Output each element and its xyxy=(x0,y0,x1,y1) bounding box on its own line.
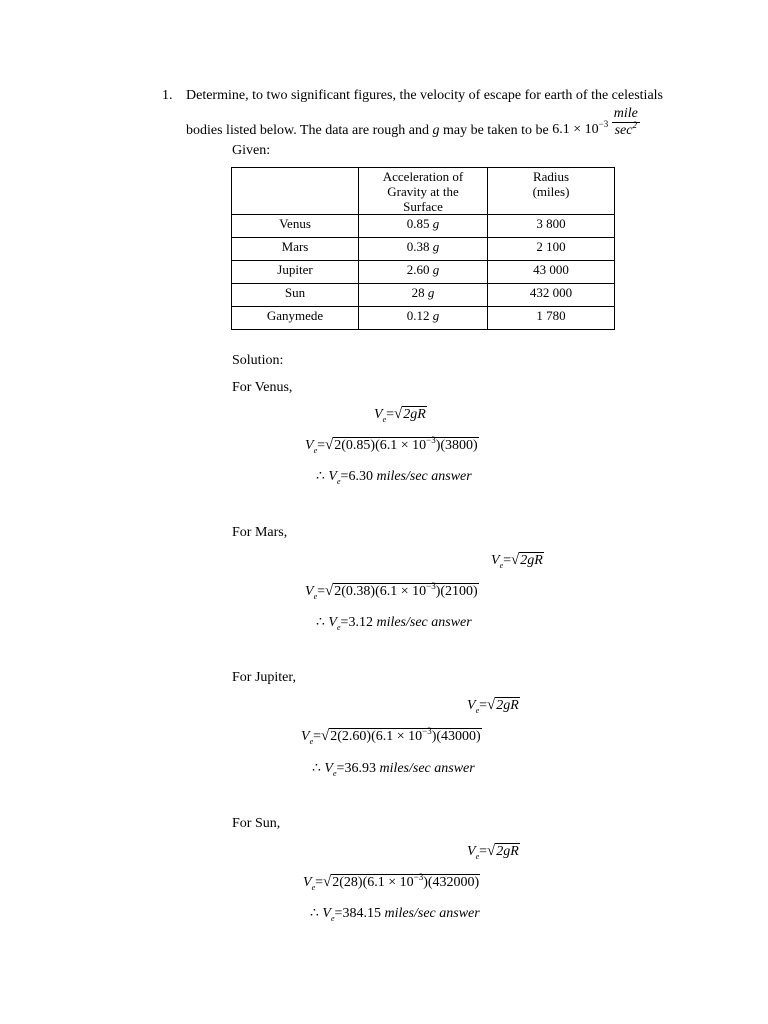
formula-sun: $V_e=√2gR$ xyxy=(467,843,519,861)
problem-number: 1. xyxy=(162,88,173,103)
result-mars: ∴ $V_e=3.12$ miles/sec answer xyxy=(316,615,472,632)
result-sun: ∴ $V_e=384.15$ miles/sec answer xyxy=(310,906,480,923)
cell-accel: 0.12 g xyxy=(359,307,488,330)
substitution-jupiter: $V_e=√2(2.60)(6.1 \times 10^{-3})(43000)$ xyxy=(301,726,481,746)
header-body xyxy=(232,168,359,215)
problem-text-line2 xyxy=(186,106,640,139)
cell-accel: 0.38 g xyxy=(359,238,488,261)
header-radius: Radius (miles) xyxy=(488,168,615,215)
section-label-jupiter: For Jupiter, xyxy=(232,670,296,685)
line2-post: may be taken to be xyxy=(439,122,553,138)
section-label-venus: For Venus, xyxy=(232,380,293,395)
cell-accel: 2.60 g xyxy=(359,261,488,284)
solution-label: Solution: xyxy=(232,353,284,368)
cell-radius: 2 100 xyxy=(488,238,615,261)
formula-venus: $V_e=√2gR$ xyxy=(374,406,426,424)
cell-body: Jupiter xyxy=(232,261,359,284)
table-row xyxy=(232,284,615,307)
cell-body: Mars xyxy=(232,238,359,261)
section-label-sun: For Sun, xyxy=(232,816,281,831)
cell-body: Venus xyxy=(232,215,359,238)
g-value: $6.1 \times 10^{-3}$ xyxy=(552,118,609,137)
substitution-sun: $V_e=√2(28)(6.1 \times 10^{-3})(432000)$ xyxy=(303,872,480,892)
table-row xyxy=(232,307,615,330)
cell-accel: 28 g xyxy=(359,284,488,307)
cell-radius: 1 780 xyxy=(488,307,615,330)
substitution-mars: $V_e=√2(0.38)(6.1 \times 10^{-3})(2100)$ xyxy=(305,581,478,601)
cell-body: Sun xyxy=(232,284,359,307)
g-symbol: g xyxy=(432,122,440,138)
formula-mars: $V_e=√2gR$ xyxy=(491,552,543,570)
data-table xyxy=(231,167,615,330)
cell-body: Ganymede xyxy=(232,307,359,330)
table-row xyxy=(232,238,615,261)
line2-pre: bodies listed below. The data are rough and xyxy=(186,122,433,138)
cell-radius: 43 000 xyxy=(488,261,615,284)
table-row xyxy=(232,261,615,284)
unit-fraction: $\frac{\text{mile}}{\sec^2}$ xyxy=(613,106,638,139)
cell-accel: 0.85 g xyxy=(359,215,488,238)
result-venus: ∴ $V_e=6.30$ miles/sec answer xyxy=(316,469,472,486)
given-label: Given: xyxy=(232,143,271,158)
result-jupiter: ∴ $V_e=36.93$ miles/sec answer xyxy=(312,761,475,778)
section-label-mars: For Mars, xyxy=(232,525,288,540)
cell-radius: 3 800 xyxy=(488,215,615,238)
table-row xyxy=(232,215,615,238)
problem-text-line1: Determine, to two significant figures, the velocity of escape for earth of the celestials xyxy=(186,88,663,103)
formula-jupiter: $V_e=√2gR$ xyxy=(467,697,519,715)
cell-radius: 432 000 xyxy=(488,284,615,307)
header-accel: Acceleration of Gravity at the Surface xyxy=(359,168,488,215)
substitution-venus: $V_e=√2(0.85)(6.1 \times 10^{-3})(3800)$ xyxy=(305,435,478,455)
table-header-row xyxy=(232,168,615,215)
